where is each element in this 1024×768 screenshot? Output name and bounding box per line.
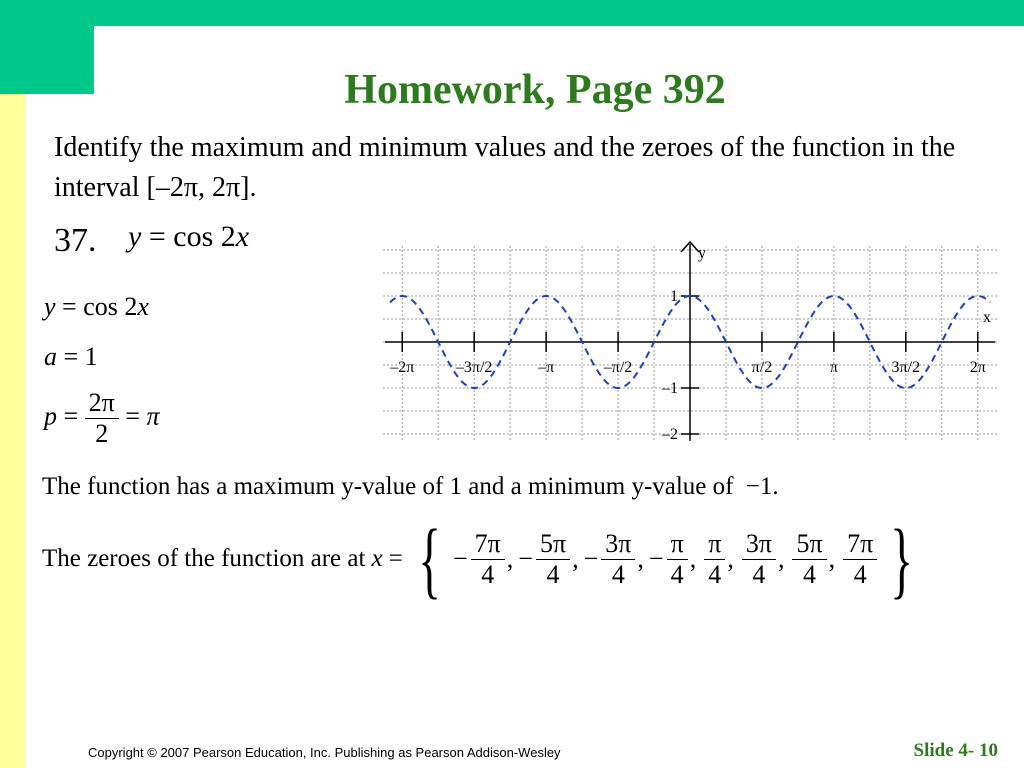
max-min-text: The function has a maximum y-value of 1 and a minimum y-value of [42, 473, 734, 500]
zero-fraction [742, 529, 776, 590]
x-tick-label: –π [538, 359, 555, 376]
zero-numerator: 3π [745, 528, 772, 558]
instruction-text: Identify the maximum and minimum values and the zeroes of the function in the interval [–2π, 2π]. [54, 132, 956, 203]
zero-sign: − [518, 544, 533, 573]
zeroes-var: x [371, 545, 383, 572]
x-tick-label: π/2 [751, 359, 773, 376]
problem-coef: 2 [220, 220, 236, 253]
zero-fraction [792, 529, 826, 590]
zero-fraction [704, 529, 725, 590]
zeroes-close-brace: } [890, 511, 914, 607]
zero-term [736, 529, 787, 590]
zero-separator: , [828, 544, 836, 573]
side-accent-stripe [0, 94, 26, 768]
x-tick-label: π [829, 359, 838, 376]
zero-denominator: 4 [704, 559, 725, 590]
x-tick-label: –π/2 [603, 359, 633, 376]
problem-x: x [235, 220, 250, 253]
cosine-graph [375, 238, 1005, 448]
zero-fraction [843, 529, 877, 590]
zero-fraction [536, 529, 570, 590]
zeroes-eq: = [388, 545, 403, 572]
problem-y: y [128, 220, 142, 253]
zero-fraction [601, 529, 635, 590]
zeroes-text: The zeroes of the function are at [42, 545, 366, 572]
work-line-1 [44, 292, 149, 322]
zero-denominator: 4 [471, 559, 505, 590]
zero-numerator: π [708, 528, 722, 558]
work1-lhs: y [44, 292, 56, 321]
zero-term [698, 529, 736, 590]
work3-eq: = [63, 401, 79, 431]
problem-equals: = [148, 220, 166, 253]
zero-fraction [471, 529, 505, 590]
y-tick-label: –1 [662, 380, 678, 397]
slide-number: Slide 4- 10 [913, 740, 998, 761]
period-denominator: 2 [85, 418, 119, 449]
work2-lhs: a [44, 342, 57, 371]
zero-separator: , [572, 544, 579, 573]
min-value: −1. [745, 473, 779, 500]
zero-term [837, 529, 881, 590]
period-fraction [85, 388, 119, 449]
work3-rhs: π [146, 401, 160, 431]
zero-separator: , [506, 544, 514, 573]
zero-separator: , [689, 544, 697, 573]
zero-denominator: 4 [843, 559, 877, 590]
work1-fn: cos [83, 292, 118, 321]
zero-numerator: 7π [847, 528, 874, 558]
work2-eq: = [63, 342, 79, 371]
zero-separator: , [727, 544, 734, 573]
y-tick-label: –2 [662, 426, 678, 443]
work1-coef: 2 [124, 292, 138, 321]
zero-denominator: 4 [667, 559, 688, 590]
work-line-2 [44, 342, 98, 372]
copyright-footer: Copyright © 2007 Pearson Education, Inc. Publishing as Pearson Addison-Wesley [88, 745, 561, 760]
work2-rhs: 1 [84, 342, 98, 371]
zero-term [646, 529, 698, 590]
zero-denominator: 4 [536, 559, 570, 590]
zero-term [581, 529, 646, 590]
zeroes-statement [42, 511, 923, 607]
zero-denominator: 4 [792, 559, 826, 590]
x-tick-label: –3π/2 [455, 359, 493, 376]
zero-numerator: 7π [474, 528, 501, 558]
problem-equation [128, 220, 249, 254]
max-min-statement [42, 473, 779, 501]
zeroes-open-brace: { [417, 511, 441, 607]
zero-sign: − [452, 544, 468, 573]
zero-sign: − [583, 544, 599, 573]
period-numerator: 2π [88, 388, 115, 417]
zero-fraction [667, 529, 688, 590]
work3-lhs: p [44, 401, 57, 431]
zero-separator: , [637, 544, 644, 573]
y-axis-label: y [698, 245, 706, 262]
zeroes-terms [450, 529, 881, 590]
zeroes-set [409, 511, 923, 607]
problem-fn: cos [173, 220, 214, 253]
zero-numerator: 5π [539, 528, 567, 558]
zero-term [515, 529, 580, 590]
problem-number: 37. [54, 222, 97, 259]
work3-eq2: = [125, 401, 140, 431]
y-tick-label: 1 [670, 288, 678, 305]
zero-numerator: 3π [605, 528, 632, 558]
zero-denominator: 4 [601, 559, 635, 590]
zero-term [450, 529, 515, 590]
x-tick-label: –2π [390, 359, 415, 376]
zero-numerator: 5π [796, 528, 823, 558]
work1-eq: = [62, 292, 77, 321]
top-accent-bar [0, 0, 1024, 26]
x-tick-label: 2π [969, 359, 986, 376]
zero-term [786, 529, 837, 590]
slide-title: Homework, Page 392 [344, 67, 726, 113]
zero-numerator: π [670, 528, 684, 558]
zero-sign: − [648, 544, 664, 573]
zero-denominator: 4 [742, 559, 776, 590]
work-line-3 [44, 388, 160, 449]
zero-separator: , [777, 544, 785, 573]
x-tick-label: 3π/2 [891, 359, 921, 376]
work1-var: x [137, 292, 149, 321]
x-axis-label: x [983, 309, 991, 326]
